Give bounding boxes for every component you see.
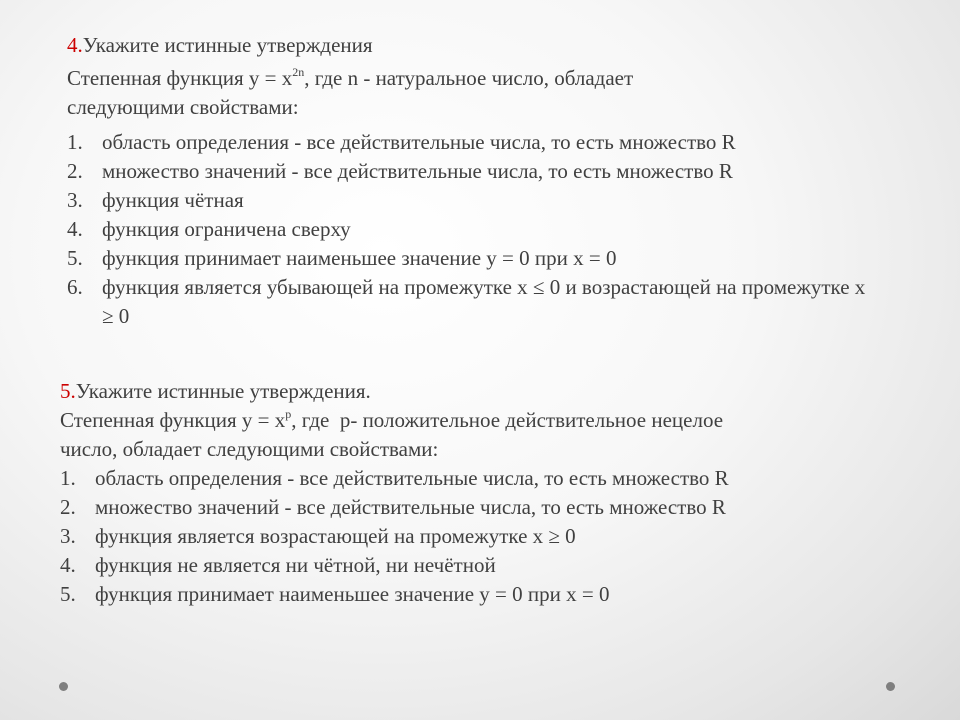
- list-item-text: функция принимает наименьшее значение y = 0 при x = 0: [95, 582, 610, 606]
- list-item-text: функция принимает наименьшее значение y = 0 при x = 0: [102, 246, 617, 270]
- list-item: [60, 522, 860, 551]
- list-item: [67, 215, 867, 244]
- list-item: [67, 157, 867, 186]
- list-item: [60, 580, 860, 609]
- list-item: [60, 493, 860, 522]
- task-5-number: 5.: [60, 379, 76, 403]
- list-item-number: 1.: [67, 130, 83, 154]
- task-5-list: [60, 464, 860, 609]
- list-item-text: функция является возрастающей на промежутке x ≥ 0: [95, 524, 576, 548]
- list-item-number: 4.: [67, 217, 83, 241]
- list-item-text: функция ограничена сверху: [102, 217, 351, 241]
- list-item-number: 5.: [60, 582, 76, 606]
- task-4-intro-text-cont: , где n - натуральное число, обладает: [304, 66, 634, 90]
- task-4-intro-line2: следующими свойствами:: [67, 95, 299, 119]
- task-5-intro-line2: число, обладает следующими свойствами:: [60, 437, 439, 461]
- list-item: [67, 244, 867, 273]
- list-item: [67, 186, 867, 215]
- task-5-intro-text-cont: , где p- положительное действительное нецелое: [291, 408, 724, 432]
- list-item: [67, 273, 867, 331]
- list-item: [60, 551, 860, 580]
- list-item-text: функция является убывающей на промежутке x ≤ 0 и возрастающей на промежутке x ≥ 0: [102, 275, 866, 328]
- list-item-number: 1.: [60, 466, 76, 490]
- list-item-text: область определения - все действительные числа, то есть множество R: [95, 466, 729, 490]
- list-item-number: 3.: [67, 188, 83, 212]
- dot-icon: [59, 682, 68, 691]
- list-item-number: 2.: [67, 159, 83, 183]
- task-5-intro: [60, 406, 860, 464]
- list-item-number: 3.: [60, 524, 76, 548]
- list-item-text: функция не является ни чётной, ни нечётной: [95, 553, 496, 577]
- task-4-list: [67, 128, 867, 331]
- dot-icon: [886, 682, 895, 691]
- list-item: [67, 128, 867, 157]
- list-item-number: 2.: [60, 495, 76, 519]
- task-4-number: 4.: [67, 33, 83, 57]
- task-4-exponent: 2n: [292, 65, 305, 79]
- list-item-text: функция чётная: [102, 188, 244, 212]
- list-item: [60, 464, 860, 493]
- task-5-intro-text: Степенная функция y = x: [60, 408, 286, 432]
- task-4-intro: [67, 64, 867, 122]
- task-5-exponent: p: [285, 407, 292, 421]
- list-item-text: область определения - все действительные числа, то есть множество R: [102, 130, 736, 154]
- list-item-number: 5.: [67, 246, 83, 270]
- list-item-text: множество значений - все действительные числа, то есть множество R: [95, 495, 726, 519]
- task-4-intro-text: Степенная функция y = x: [67, 66, 293, 90]
- task-5-title: Укажите истинные утверждения.: [75, 379, 371, 403]
- task-5: [60, 376, 860, 609]
- task-4-heading: [67, 30, 867, 60]
- task-4: [67, 30, 867, 331]
- task-4-title: Укажите истинные утверждения: [82, 33, 373, 57]
- list-item-text: множество значений - все действительные числа, то есть множество R: [102, 159, 733, 183]
- task-5-heading: [60, 376, 860, 406]
- list-item-number: 6.: [67, 275, 83, 299]
- list-item-number: 4.: [60, 553, 76, 577]
